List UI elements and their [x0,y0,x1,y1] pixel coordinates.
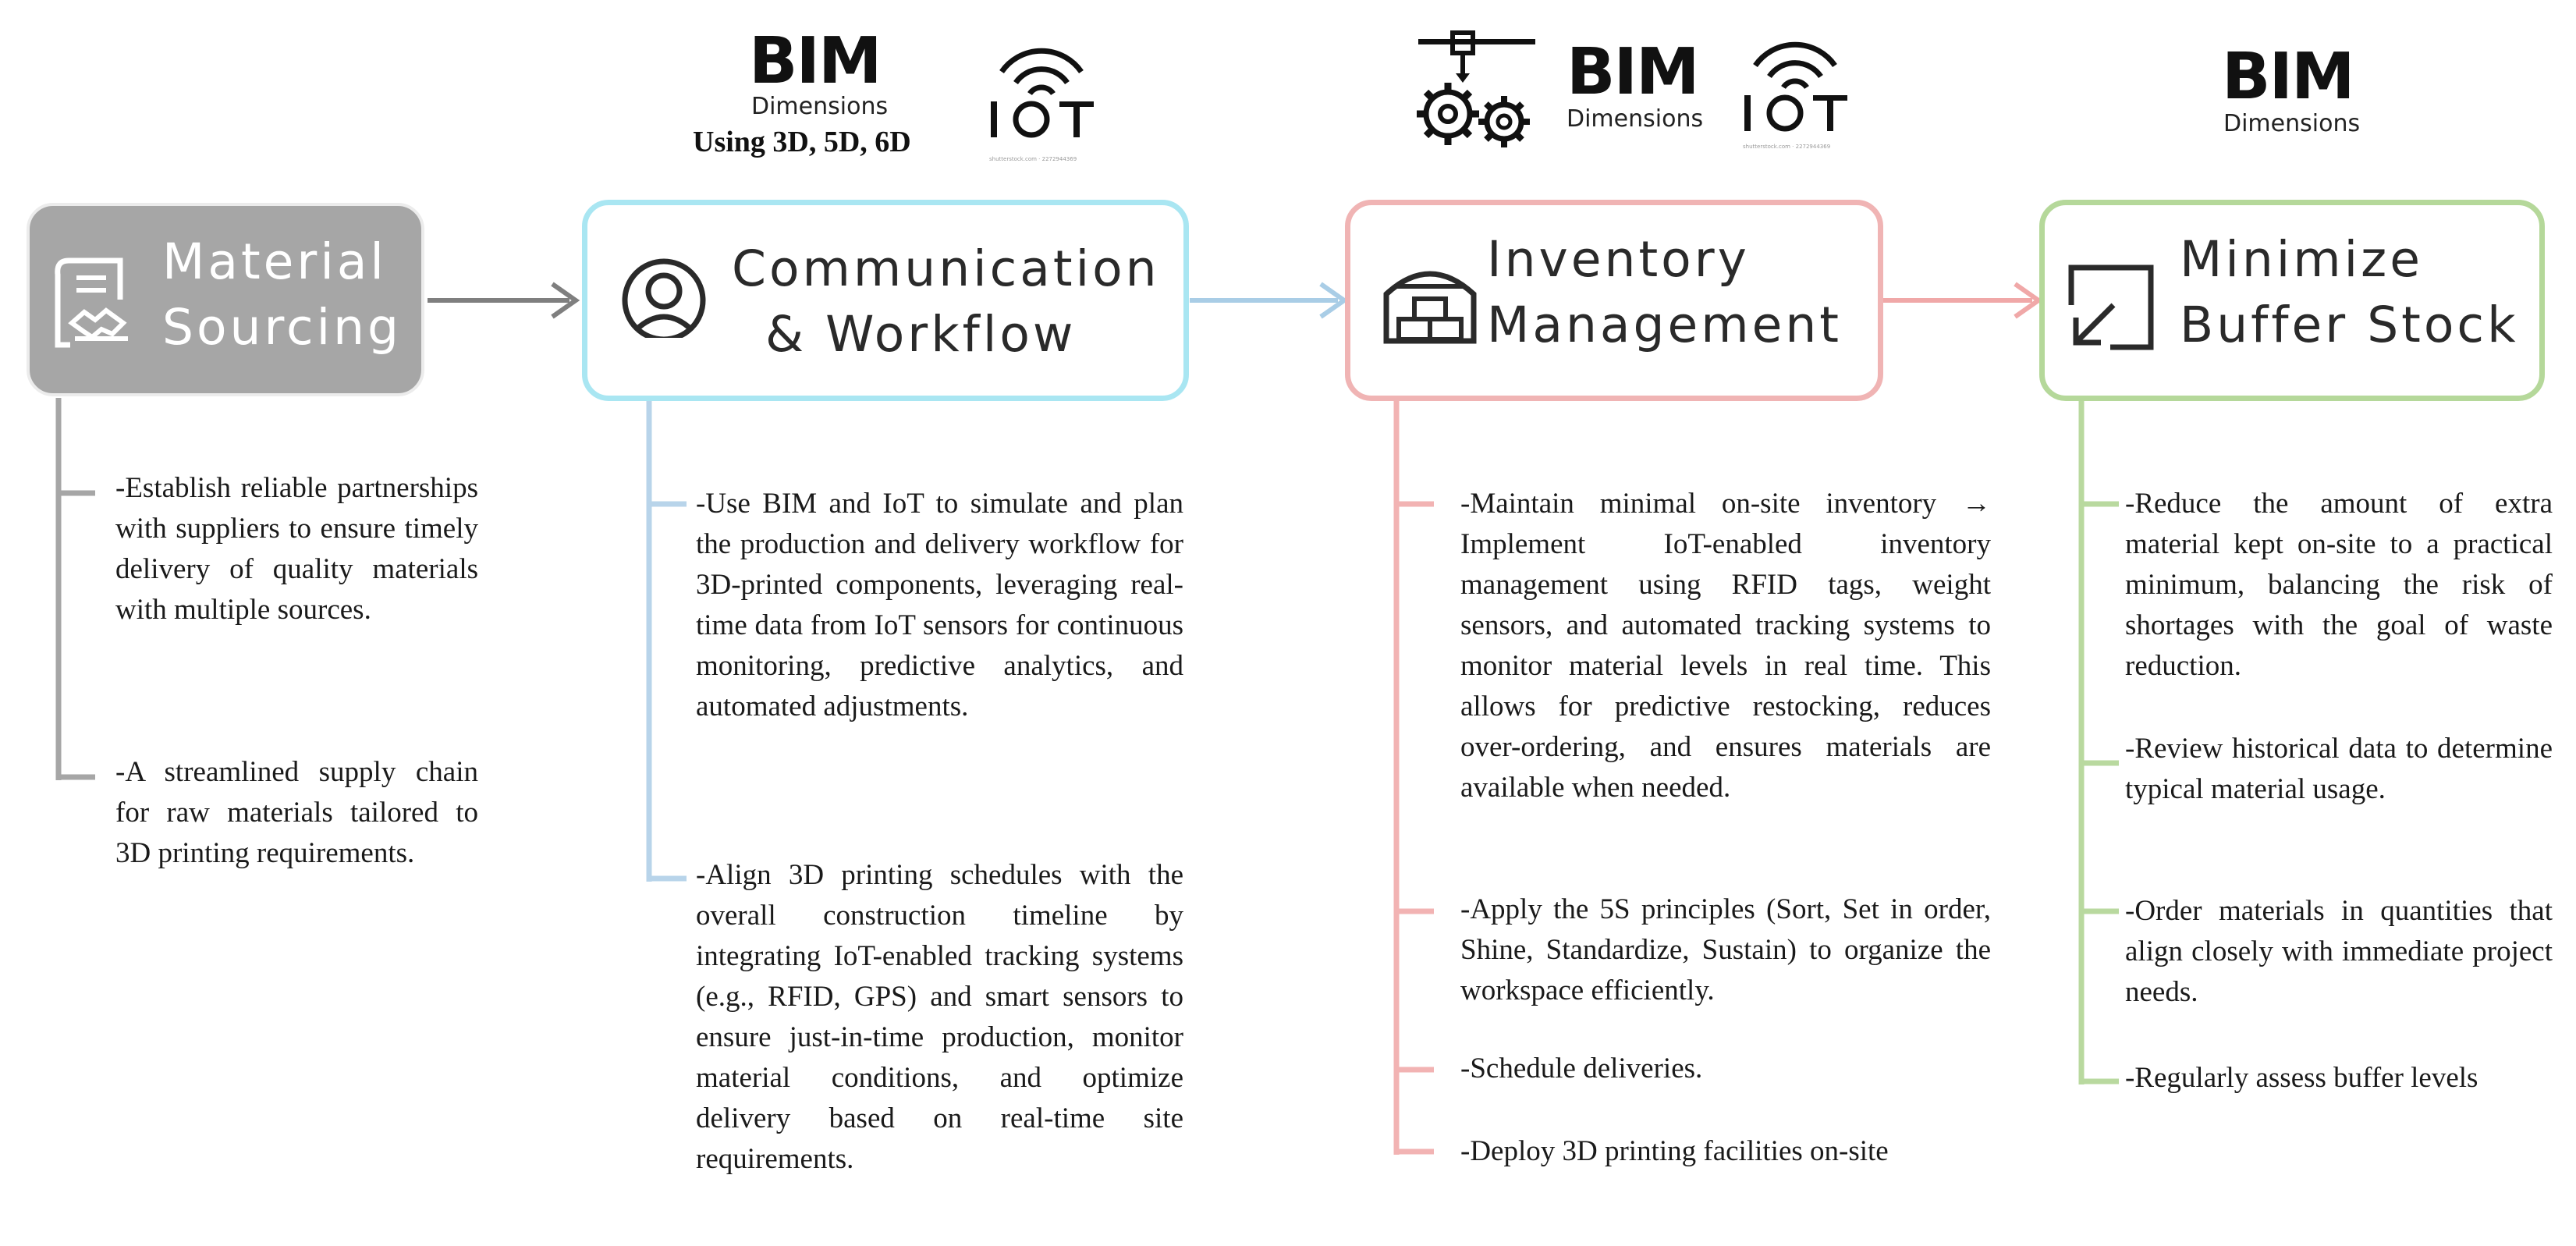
iot-wifi-icon-2 [1738,25,1852,134]
step-box-material-sourcing [27,203,424,396]
bullet-communication-2: -Align 3D printing schedules with the overall construction timeline by integrating IoT-enabled tracking systems (e.g., RFID, GPS) and smart sensors to ensure just-in-time production, monitor material conditions, and optimize delivery based on real-time site requirements. [696,859,1183,1175]
step-title-line-2: Buffer Stock [2180,296,2519,353]
arrow-sourcing-to-communication [428,284,576,317]
step-title-line-1: Communication [732,240,1160,297]
warehouse-icon [1382,260,1478,347]
bullet-sourcing-1: -Establish reliable partnerships with suppliers to ensure timely delivery of quality materials with multiple sources. [115,472,478,626]
bullet-buffer-3: -Order materials in quantities that align closely with immediate project needs. [2125,895,2553,1008]
step-box-inventory-management [1345,200,1883,401]
branch-lines-inventory [1396,398,1434,1155]
dimensions-label-1: Dimensions [751,93,889,120]
minimize-arrow-icon [2067,263,2156,352]
branch-lines-sourcing [59,398,95,780]
branch-lines-buffer [2081,398,2119,1084]
bullet-communication-1: -Use BIM and IoT to simulate and plan the production and delivery workflow for 3D-printed components, leveraging real-time data from IoT sensors for continuous monitoring, predictive analytics, and automated adjustments. [696,488,1183,722]
iot-credit-2: shutterstock.com · 2272944369 [1743,144,1831,150]
arrow-inventory-to-buffer [1880,284,2038,317]
3d-printer-gears-icon [1410,28,1539,153]
bim-logo-1: BIM [749,24,881,98]
branch-lines-communication [649,398,687,882]
arrow-communication-to-inventory [1190,284,1344,317]
handshake-contract-icon [51,254,137,351]
bullet-buffer-1: -Reduce the amount of extra material kept on-site to a practical minimum, balancing the risk of shortages with the goal of waste reduction. [2125,488,2553,682]
bim-logo-2: BIM [1567,35,1698,109]
bullet-buffer-4: -Regularly assess buffer levels [2125,1062,2478,1094]
step-box-minimize-buffer-stock [2039,200,2545,401]
bullet-inventory-2: -Apply the 5S principles (Sort, Set in order, Shine, Standardize, Sustain) to organize the workspace efficiently. [1460,893,1991,1006]
bullet-inventory-3: -Schedule deliveries. [1460,1053,1703,1084]
dimensions-label-2: Dimensions [1567,105,1704,133]
step-title-line-1: Inventory [1487,231,1750,288]
bullet-inventory-4: -Deploy 3D printing facilities on-site [1460,1135,1889,1167]
using-dimensions-label: Using 3D, 5D, 6D [693,126,911,158]
step-title-line-2: & Workflow [765,306,1077,363]
step-title-line-1: Minimize [2180,231,2423,288]
step-title-line-2: Management [1487,296,1843,353]
bim-logo-3: BIM [2222,40,2354,114]
iot-credit-1: shutterstock.com · 2272944369 [989,156,1077,162]
bullet-buffer-2: -Review historical data to determine typical material usage. [2125,733,2553,805]
bullet-inventory-1: -Maintain minimal on-site inventory → Implement IoT-enabled inventory management using RFID tags, weight sensors, and automated tracking systems to monitor material levels in real time. This allows for predictive restocking, reduces over-ordering, and ensures materials are available when needed. [1460,488,1991,804]
step-title-line-1: Material [162,233,387,290]
iot-wifi-icon-1 [985,31,1098,140]
dimensions-label-3: Dimensions [2223,110,2361,137]
step-box-communication-workflow [582,200,1189,401]
user-circle-icon [620,257,708,349]
step-title-line-2: Sourcing [162,299,403,356]
bullet-sourcing-2: -A streamlined supply chain for raw materials tailored to 3D printing requirements. [115,756,478,869]
